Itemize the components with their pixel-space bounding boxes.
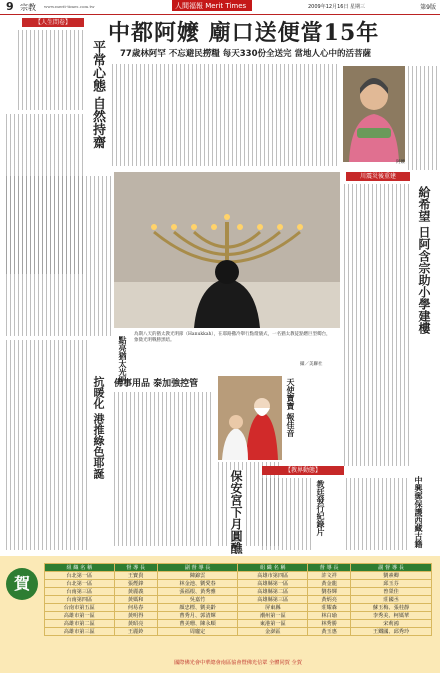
ad-table-cell: 顏忠標、劉美齡 bbox=[157, 604, 238, 612]
ad-table-cell: 張福根、黃秀雅 bbox=[157, 588, 238, 596]
green-christmas-body bbox=[6, 340, 88, 550]
ad-table-body bbox=[45, 572, 432, 636]
ad-table-cell: 台南市第五區 bbox=[45, 604, 115, 612]
ad-table-cell: 高雄市第三區 bbox=[45, 628, 115, 636]
ad-table-cell: 金澎區 bbox=[238, 628, 308, 636]
ad-table-header-cell: 組 織 名 稱 bbox=[45, 564, 115, 572]
ad-table-cell: 東港第一區 bbox=[238, 620, 308, 628]
ad-table-row bbox=[45, 596, 432, 604]
ad-table-cell: 邱玉芬 bbox=[351, 580, 432, 588]
ad-table-cell: 黃麗義 bbox=[114, 588, 157, 596]
ad-table-cell: 林金池、劉愛春 bbox=[157, 580, 238, 588]
ad-table-cell: 王鐵國、邱秀玲 bbox=[351, 628, 432, 636]
ad-table-cell: 宋莉鴻 bbox=[351, 620, 432, 628]
ad-table-cell: 何易春 bbox=[114, 604, 157, 612]
ad-table-cell: 李秀美、柯媽華 bbox=[351, 612, 432, 620]
green-christmas-title: 抗暖化 港推綠色耶誕 bbox=[92, 376, 105, 479]
right-column-body bbox=[344, 184, 412, 466]
lead-headline: 中都阿嬤 廟口送便當15年 bbox=[108, 20, 380, 46]
ad-badge: 賀 bbox=[6, 568, 38, 600]
ad-table-row bbox=[45, 572, 432, 580]
page-label: 第9版 bbox=[420, 4, 436, 11]
ad-table-cell: 張煙鋒 bbox=[114, 580, 157, 588]
ad-table-header-cell: 督 導 長 bbox=[114, 564, 157, 572]
site-url[interactable]: www.merit-times.com.tw bbox=[44, 4, 95, 9]
ad-table-cell: 高雄縣第二區 bbox=[238, 588, 308, 596]
edu-news-title: 教廷發行紀錄片 bbox=[316, 480, 326, 536]
ad-table bbox=[44, 563, 432, 636]
tibet-books-title: 中興郵保護西藏古籍 bbox=[414, 476, 424, 548]
page-number: 9 bbox=[6, 0, 14, 13]
ad-table-cell: 黃炳亮 bbox=[308, 596, 351, 604]
left-column-tag: 【人生問卷】 bbox=[22, 18, 84, 27]
santa-photo-art bbox=[218, 376, 282, 460]
menorah-photo bbox=[114, 172, 340, 328]
ad-table-cell: 台南第三區 bbox=[45, 588, 115, 596]
ad-table-row bbox=[45, 604, 432, 612]
grandma-photo bbox=[343, 66, 405, 162]
ad-table-cell: 王寶貴 bbox=[114, 572, 157, 580]
lead-story-body bbox=[112, 64, 338, 166]
ad-table-cell: 高雄市第二區 bbox=[45, 620, 115, 628]
edu-news-tag: 【教界動態】 bbox=[262, 466, 344, 475]
lead-subhead: 77歲林阿罕 不忘避民撈糧 每天330份全送完 當地人心中的活菩薩 bbox=[120, 49, 371, 59]
ad-table-cell: 台北第一區 bbox=[45, 572, 115, 580]
menorah-photo-art bbox=[114, 172, 340, 328]
issue-date: 2009年12月16日 星期三 bbox=[308, 4, 366, 10]
ad-table-cell: 高雄縣第一區 bbox=[238, 580, 308, 588]
menorah-photo-caption: 為期八天的猶太教光明節（Hanukkah），在耶路撒冷舉行點燈儀式，一名猶太教徒點燃巨型燭台，象徵光明戰勝黑暗。 bbox=[134, 332, 331, 343]
ad-table-cell: 黃媽和 bbox=[114, 596, 157, 604]
newspaper-logo: 人間福報 Merit Times bbox=[172, 0, 252, 11]
grandma-photo-caption: 阿嬤 bbox=[396, 160, 405, 165]
ad-table-cell: 許文祥 bbox=[308, 572, 351, 580]
ad-table-cell: 蘇玉梅、張桂靜 bbox=[351, 604, 432, 612]
ad-table-cell: 吳嘉竹 bbox=[157, 596, 238, 604]
ad-table-cell: 黃昭亮 bbox=[114, 620, 157, 628]
ad-table-header-cell: 副 督 導 長 bbox=[351, 564, 432, 572]
ad-table-cell: 黃玉惠 bbox=[308, 628, 351, 636]
ad-table-header-cell: 督 導 長 bbox=[308, 564, 351, 572]
ad-table-cell: 莊國丞 bbox=[351, 596, 432, 604]
ad-table-header-cell: 副 督 導 長 bbox=[157, 564, 238, 572]
ad-table-cell: 台南第四區 bbox=[45, 596, 115, 604]
ad-table-row bbox=[45, 620, 432, 628]
ad-table-cell: 曹秀月、郭清輝 bbox=[157, 612, 238, 620]
ad-table-cell: 黃金龍 bbox=[308, 580, 351, 588]
ad-table-cell: 屏東縣 bbox=[238, 604, 308, 612]
ad-table-cell: 林秀勝 bbox=[308, 620, 351, 628]
angel-baby-title: 天使寶寶 報佳音 bbox=[286, 378, 296, 437]
ad-table-cell: 高雄市第四區 bbox=[238, 572, 308, 580]
ad-footer: 國際佛光會中華總會南區協會暨佛光信眾 全體同賀 全賀 bbox=[174, 660, 302, 666]
right-column-tag: 川震災後重建 bbox=[346, 172, 410, 181]
ad-table-header bbox=[45, 564, 432, 572]
ad-table-cell: 周龐定 bbox=[157, 628, 238, 636]
ad-table-cell: 劉素卿 bbox=[351, 572, 432, 580]
edu-news-body bbox=[262, 478, 312, 550]
ad-table-row bbox=[45, 580, 432, 588]
right-column-title: 給希望 日阿含宗助小學建樓 bbox=[417, 186, 431, 335]
left-column-body-3 bbox=[6, 176, 112, 336]
left-column-body-1 bbox=[18, 30, 84, 110]
grandma-photo-art bbox=[343, 66, 405, 162]
ad-table-cell: 高雄縣第三區 bbox=[238, 596, 308, 604]
buddhist-goods-title: 佛事用品 泰加強控管 bbox=[114, 379, 199, 389]
ad-table-cell: 台北第一區 bbox=[45, 580, 115, 588]
santa-photo bbox=[218, 376, 282, 460]
ad-table-cell: 陳錦雲 bbox=[157, 572, 238, 580]
left-column-title: 平常心態 自然持齋 bbox=[90, 40, 105, 149]
ad-table-cell: 潮州第一區 bbox=[238, 612, 308, 620]
ad-table-row bbox=[45, 612, 432, 620]
lead-story-side-text bbox=[408, 66, 438, 170]
ad-table-row bbox=[45, 588, 432, 596]
ad-table-row bbox=[45, 628, 432, 636]
ad-table-header-cell: 組 織 名 稱 bbox=[238, 564, 308, 572]
ad-table-cell: 黃明得 bbox=[114, 612, 157, 620]
menorah-photo-credit: 攝／美聯社 bbox=[300, 362, 323, 367]
menorah-photo-title: 點亮猶太光明 bbox=[118, 336, 128, 384]
ad-table-cell: 曹美珊、陳永順 bbox=[157, 620, 238, 628]
ad-table-cell: 劉春輝 bbox=[308, 588, 351, 596]
ad-table-cell: 王麗鈴 bbox=[114, 628, 157, 636]
ad-table-cell: 曾榮佳 bbox=[351, 588, 432, 596]
ad-table-cell: 林白瑜 bbox=[308, 612, 351, 620]
baoan-temple-title: 保安宮下月圓醮 bbox=[229, 470, 243, 554]
ad-table-cell: 高雄市第一區 bbox=[45, 612, 115, 620]
buddhist-goods-body bbox=[114, 392, 214, 546]
ad-table-cell: 莊耀森 bbox=[308, 604, 351, 612]
section-name: 宗教 bbox=[20, 3, 36, 12]
tibet-books-body bbox=[346, 478, 410, 550]
